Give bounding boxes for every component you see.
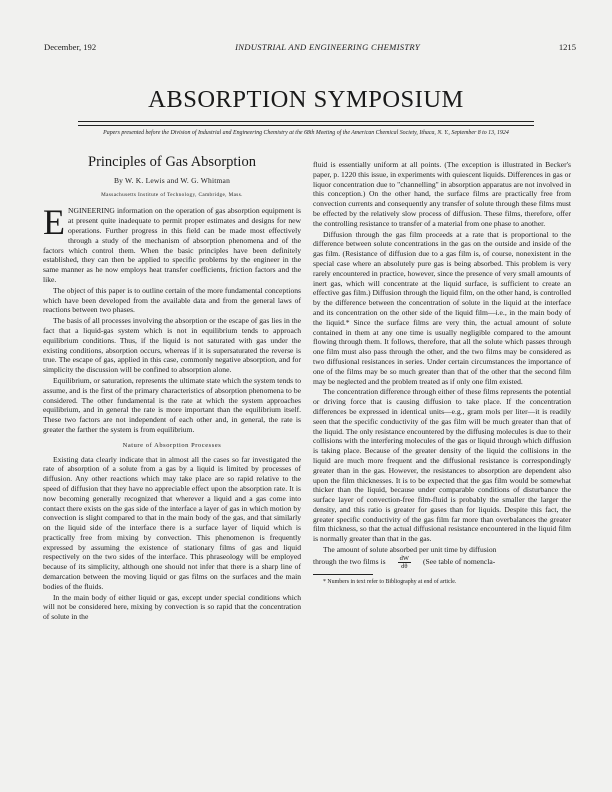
left-column	[43, 154, 301, 622]
presentation-note: Papers presented before the Division of Industrial and Engineering Chemistry at the 68th Meeting of the American Chemical Society, Ithaca, N. Y., September 8 to 13, 1924	[103, 130, 509, 136]
article-title: Principles of Gas Absorption	[88, 154, 256, 170]
body-paragraph: The amount of solute absorbed per unit time by diffusion	[323, 545, 497, 555]
body-paragraph: Existing data clearly indicate that in almost all the cases so far investigated the rate of absorption of a solute from a gas by a liquid is limited by processes of diffusion. Any other reactions which may take place are so rapid relative to the speed of diffusion that they have no appreciable effect upon the absorption rate. It is now becoming generally recognized that wherever a liquid and a gas come into contact there exists on the gas side of the interface a layer of gas in which motion by convection is slight compared to that in the main body of the gas, and that similarly on the liquid side of the interface there is a surface layer of liquid which is practically free from mixing by convection. This phenomenon is frequently expressed by assuming the existence of stationary films of gas and liquid respectively on the two sides of the interface. This phraseology will be employed because of its simplicity, although one should not infer that there is a sharp line of demarcation between the moving liquid or gas films on the surfaces and the main bodies of the fluids.	[43, 454, 301, 591]
body-paragraph: The basis of all processes involving the absorption or the escape of gas lies in the fact that a liquid-gas system which is not in equilibrium tends to approach equilibrium conditions. Thus, if the liquid is not saturated with gas under the existing conditions, absorption occurs, whereas if it is supersaturated the reverse is true. The escape of gas, applied in this case, commonly negative absorption, and for simplicity the discussion will be confined to absorption alone.	[43, 316, 301, 375]
header-journal-name: INDUSTRIAL AND ENGINEERING CHEMISTRY	[235, 42, 420, 52]
intro-paragraph	[43, 202, 301, 284]
article-authors: By W. K. Lewis and W. G. Whitman	[113, 175, 231, 185]
title-rule-thick	[78, 121, 534, 122]
section-heading: Nature of Absorption Processes	[122, 441, 222, 449]
fraction-numerator: dW	[399, 554, 409, 562]
symposium-title: ABSORPTION SYMPOSIUM	[148, 86, 464, 113]
formula-line	[313, 555, 571, 570]
fraction-denominator: dθ	[401, 562, 408, 570]
body-paragraph: Equilibrium, or saturation, represents the ultimate state which the system tends to assume, and is the first of the primary characteristics of absorption phenomena to be considered. The other fundamental is the rate at which the system approaches equilibrium, and in general the rate is more important than the equilibrium itself. These two factors are not independent of each other and, in general, the rate is greater the farther the system is from equilibrium.	[43, 375, 301, 434]
body-paragraph: The object of this paper is to outline certain of the more fundamental conceptions which have been developed from the available data and from the general laws of reactions between two phases.	[43, 285, 301, 315]
body-paragraph: The concentration difference through either of these films represents the potential or driving force that is causing diffusion to take place. If the concentration differences be expressed in identical units—e.g., gram mols per liter—it is readily seen that the specific conductivity of the gas film will be much greater than that of the liquid. The only resistance encountered by the diffusing molecules is due to their collisions with the interfering molecules of the gas or liquid through which diffusion is taking place. Because of the greater density of the liquid the collisions in the liquid are much more frequent and the diffusional resistance is correspondingly greater than in the gas. However, the resistances to absorption are dependent also upon the film thicknesses. It is to be expected that the gas film would be somewhat thicker than the liquid, because under comparable conditions of disturbance the surface layer of convection-free film-fluid is probably the smaller the larger the density, and this ratio is greater for gases than for liquids. Despite this fact, the greater specific conductivity of the gas film far more than overbalances the greater film thickness, so that the actual diffusional resistance encountered in the liquid film is normally greater than that in the gas.	[313, 387, 571, 544]
author-affiliation: Massachusetts Institute of Technology, Cambridge, Mass.	[101, 191, 243, 198]
body-paragraph: In the main body of either liquid or gas, except under special conditions which will not be considered here, mixing by convection is so rapid that the concentration of solute in the	[43, 592, 301, 622]
header-page-number: 1215	[558, 42, 576, 52]
footnote: * Numbers in text refer to Bibliography at end of article.	[323, 578, 457, 585]
formula-trail-text: (See table of nomencla-	[422, 557, 496, 567]
rate-fraction	[398, 555, 411, 570]
body-paragraph: fluid is essentially uniform at all points. (The exception is illustrated in Becker's paper, p. 1220 this issue, in experiments with quiescent liquids. Differences in gas or liquor concentration due to "channelling" in absorption apparatus are not involved in this conception.) On the other hand, the surface films are practically free from convection currents and consequently any transfer of solute through these films must be effected by the relatively slow process of diffusion. These films, therefore, offer the controlling resistance to transfer of a material from one phase to another.	[313, 160, 571, 228]
title-rule-thin	[78, 125, 534, 126]
body-paragraph: Diffusion through the gas film proceeds at a rate that is proportional to the difference between solute concentrations in the gas on the outside and inside of the gas film. (Resistance of diffusion due to a gas film is, of course, nonexistent in the special case where an absolutely pure gas is being absorbed. This problem is very rarely encountered in practice, however, since the presence of very small amounts of inert gas, which will concentrate at the liquid surface, is sufficient to create an effective gas film.) Diffusion through the liquid film, on the other hand, is controlled by the difference between the concentration of solute in the liquid at the interface and its concentration on the other side of the liquid film—i.e., in the main body of the liquid.* Since the surface films are very thin, the actual amount of solute contained in them at any one time is usually negligible compared to the amount flowing through them. It follows, therefore, that all the solute which passes through one film must also pass through the other, and the two films may be considered as two diffusional resistances in series. Under certain circumstances the importance of one of the films may be so much greater than that of the other that the second film may be neglected and the problem treated as if only one film existed.	[313, 229, 571, 386]
running-head	[44, 42, 576, 54]
right-column	[313, 160, 571, 586]
footnote-rule	[313, 574, 373, 575]
formula-lead-text: through the two films is	[313, 557, 386, 567]
drop-cap: E	[43, 202, 65, 243]
header-date: December, 192	[44, 42, 97, 52]
intro-paragraph-text: NGINEERING information on the operation of gas absorption equipment is at present quite inadequate to permit proper estimates and designs for new operations. Further progress in this field can be made most effectively through a study of the mechanism of absorption phenomena and of the factors which control them. When the basic principles have been definitely established, they can then be applied to specific problems by the engineer in the same manner as he now employs heat transfer coefficients, friction factors and the like.	[43, 206, 301, 284]
